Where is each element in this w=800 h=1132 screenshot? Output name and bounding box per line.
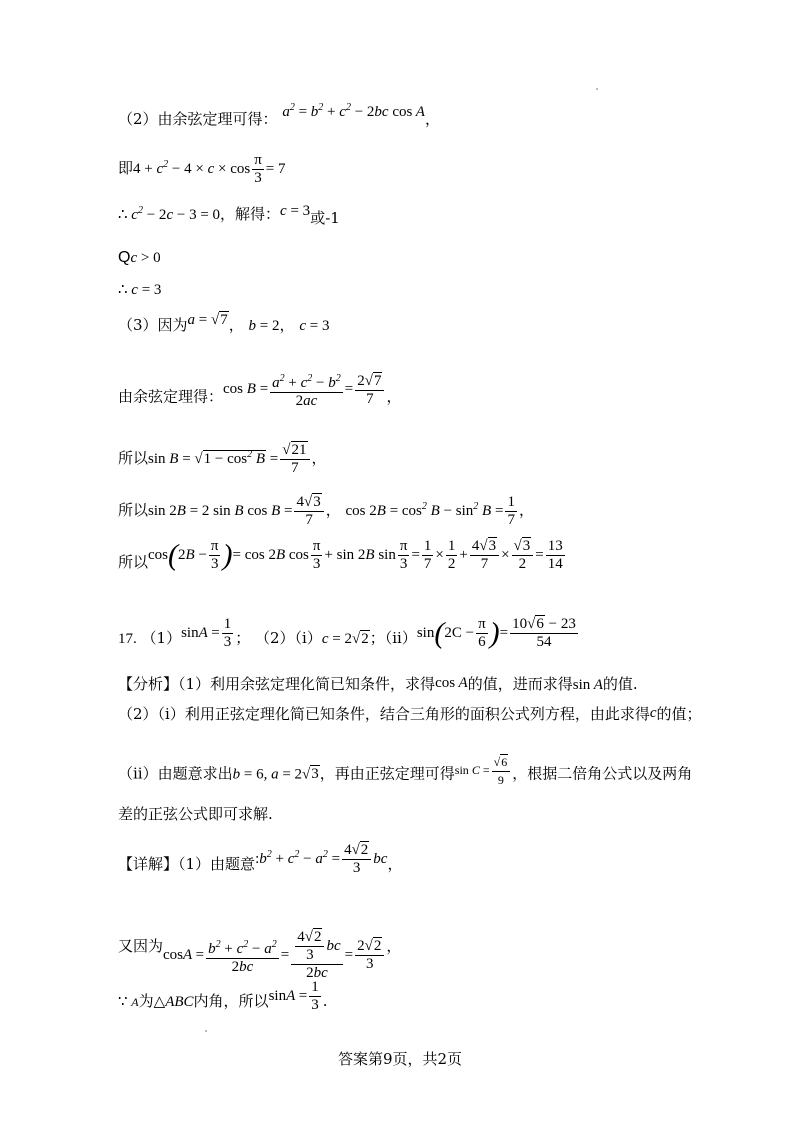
text: （1） xyxy=(141,628,182,647)
text: 或-1 xyxy=(310,209,340,227)
scan-dot xyxy=(205,1030,207,1032)
text: （2）（i） xyxy=(255,628,322,647)
equation: $:b^2 + c^2 - a^2$ = $\frac{4√2}{3}$ bc xyxy=(255,842,388,876)
line-c-positive xyxy=(118,247,161,268)
equation: sinA = $\frac{1}{3}$ xyxy=(181,616,232,650)
equation: cos B = $\frac{a^2 + c^2 - b^2}{2ac}$ = $\frac{2√7}{7}$ xyxy=(223,381,386,397)
text: ， xyxy=(386,387,402,406)
analysis-tag: 【分析】 xyxy=(118,675,179,693)
text: ， xyxy=(424,110,440,128)
line-part3-given xyxy=(118,312,330,336)
line-quadratic xyxy=(118,201,340,225)
text: ， xyxy=(228,316,244,334)
equation: cos(2B − $\frac{\pi}{3}$ )= cos 2B cos $\frac{\pi}{3}$ + sin 2B sin $\frac{\pi}{3}$ = $\frac{1}{7}$ × $\frac{1}{2}$ + $\frac{4√3}{7}$ × $\frac{√3}{2}$ = $\frac{13}{14}$ xyxy=(148,538,563,572)
text: 所以 xyxy=(118,500,149,519)
line-law-of-cosines xyxy=(118,102,440,130)
page-footer: 答案第9页，共2页 xyxy=(337,1050,463,1068)
text: ， xyxy=(311,448,327,467)
text: （ii）由题意求出 xyxy=(118,764,233,783)
equation: sin(2C − $\frac{\pi}{6}$ )= $\frac{10√6 - 23}{54}$ xyxy=(416,616,576,650)
equation: $a^2 = b^2 + c^2 - 2bc$ cos A xyxy=(282,102,425,120)
equation: sin 2B = 2 sin B cos B = $\frac{4√3}{7}$ xyxy=(148,503,326,519)
text: ， xyxy=(518,500,534,519)
text: 所以 xyxy=(118,552,149,571)
equation: b = 2 xyxy=(248,318,280,334)
equation: a = √7 xyxy=(187,312,228,328)
text: （2）由余弦定理可得： xyxy=(118,110,278,128)
equation: $4 + c^2 - 4 \times c \times \cos$ $\frac{\pi}{3}$ = 7 xyxy=(133,152,286,186)
text: 内角，所以 xyxy=(193,991,269,1010)
scan-dot xyxy=(596,88,598,90)
text: 为 xyxy=(138,991,154,1010)
text: （3）因为 xyxy=(118,316,188,334)
text: 的值. xyxy=(602,675,638,693)
text: 的值； xyxy=(656,705,702,723)
text: 差的正弦公式即可求解. xyxy=(118,805,273,823)
text: ， xyxy=(387,854,403,873)
line-substitution xyxy=(118,152,286,187)
equation: ∴ c = 3 xyxy=(118,282,162,298)
text: 所以 xyxy=(118,448,149,467)
equation: $\sin B = √1 - \cos^2 B$ = $\frac{√21}{7}$ xyxy=(148,451,311,467)
line-final-cos xyxy=(118,538,567,581)
text: ，根据二倍角公式以及两角 xyxy=(512,764,693,783)
equation: $\cos 2B = \cos^2 B - \sin^2 B$ = $\frac{1}{7}$ xyxy=(345,494,515,528)
equation: c = 2√2 xyxy=(321,630,369,647)
text: 的值，进而求得 xyxy=(467,675,573,693)
text: 由余弦定理得： xyxy=(118,387,224,406)
text: （1）利用余弦定理化简已知条件，求得 xyxy=(178,675,436,693)
analysis-2 xyxy=(118,704,702,725)
text: ，解得： xyxy=(220,205,281,223)
detail-3 xyxy=(118,979,328,1020)
equation: cosA = $\frac{b^2 + c^2 - a^2}{2bc}$ = $\frac{4√2}{3}$ bc 2bc = $\frac{2√2}{3}$ xyxy=(163,947,386,963)
line-cosB xyxy=(118,372,402,418)
equation: c = 3 xyxy=(299,318,330,334)
text: ，再由正弦定理可得 xyxy=(319,764,455,783)
text: （1）由题意 xyxy=(178,854,256,873)
equation: ∵ A xyxy=(118,993,139,1010)
equation: △ABC xyxy=(153,993,194,1010)
line-c-equals-3 xyxy=(118,279,161,300)
equation: b = 6, a = 2√3 xyxy=(232,766,319,783)
analysis-4 xyxy=(118,804,273,824)
detail-tag: 【详解】 xyxy=(118,854,179,873)
question-number: 17. xyxy=(118,630,137,647)
text: 又因为 xyxy=(118,936,164,955)
question-17-answers xyxy=(118,616,580,657)
line-sinB xyxy=(118,442,327,477)
equation: ∴ $c^2 - 2c - 3 = 0$ xyxy=(118,205,221,223)
text: . xyxy=(322,991,328,1010)
detail-2 xyxy=(118,921,402,981)
equation: c xyxy=(649,705,657,721)
text: ， xyxy=(386,936,402,955)
equation: c = 3 xyxy=(280,203,311,219)
text: ；（ii） xyxy=(369,628,417,647)
analysis-1 xyxy=(118,674,638,695)
equation: Qc > 0 xyxy=(118,249,161,266)
text: （2）（i）利用正弦定理化简已知条件，结合三角形的面积公式列方程，由此求得 xyxy=(118,705,650,723)
text: ， xyxy=(279,316,295,334)
text: ， xyxy=(325,500,341,519)
text: ； xyxy=(235,628,251,647)
equation: sin C = √6 9 xyxy=(455,763,512,777)
detail-1 xyxy=(118,842,403,883)
equation: sinA = $\frac{1}{3}$ xyxy=(268,979,319,1013)
line-sin2B-cos2B xyxy=(118,494,534,529)
equation: cos A xyxy=(435,675,468,691)
text: 即 xyxy=(118,158,134,177)
analysis-3 xyxy=(118,755,693,793)
equation: sin A xyxy=(572,677,603,693)
